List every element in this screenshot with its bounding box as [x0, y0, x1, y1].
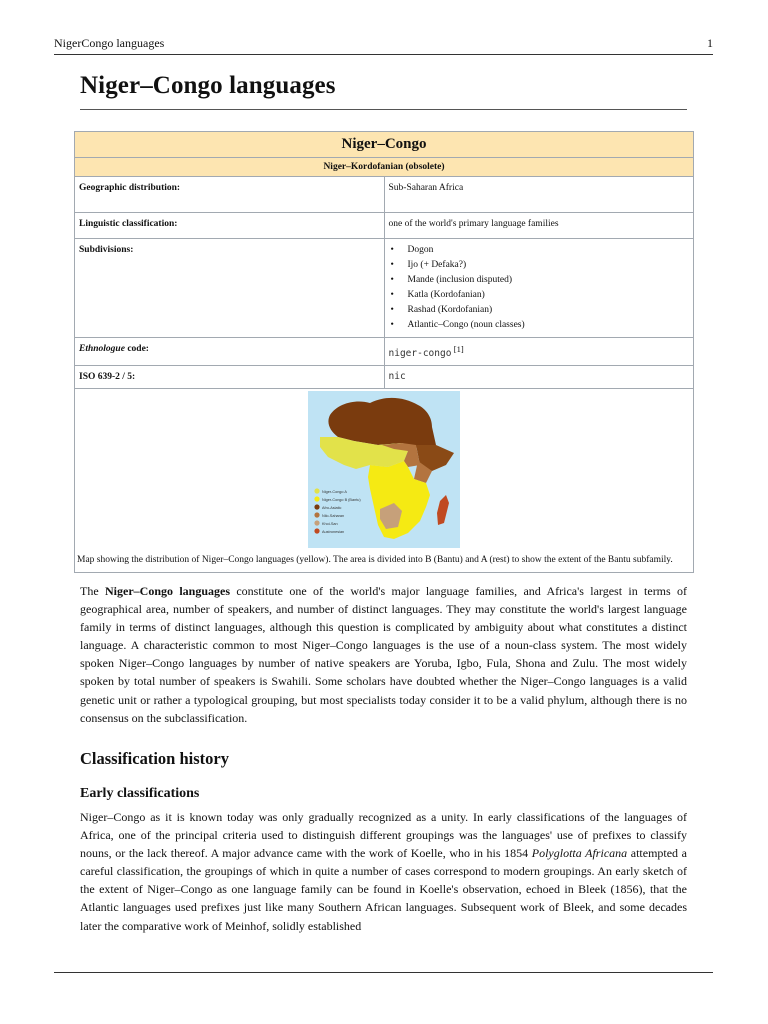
iso-label: ISO 639-2 / 5: — [75, 366, 385, 389]
legend-label: Niger-Congo A — [322, 489, 347, 494]
legend-swatch — [314, 529, 319, 534]
footer-rule — [54, 972, 713, 973]
running-header — [54, 36, 713, 51]
infobox — [74, 131, 694, 573]
geo-label: Geographic distribution: — [75, 177, 385, 213]
subsection-heading-early-classifications: Early classifications — [80, 786, 200, 801]
legend-label: Austronesian — [322, 529, 345, 534]
intro-bold-term: Niger–Congo languages — [105, 584, 231, 598]
legend-swatch — [314, 489, 319, 494]
africa-map-image — [308, 391, 460, 548]
page-title: Niger–Congo languages — [80, 72, 336, 99]
subdivision-item[interactable]: • Dogon — [389, 243, 690, 258]
ethno-ref[interactable]: [1] — [453, 344, 464, 354]
subdivision-item[interactable]: • Mande (inclusion disputed) — [389, 273, 690, 288]
subdiv-value — [384, 239, 694, 338]
running-title: NigerCongo languages — [54, 36, 165, 50]
ethno-label: Ethnologue code: — [75, 338, 385, 366]
subdivision-item[interactable]: • Katla (Kordofanian) — [389, 288, 690, 303]
legend-swatch — [314, 513, 319, 518]
map-caption: Map showing the distribution of Niger–Congo languages (yellow). The area is divided into B (Bantu) and A (rest) to show the extent of the Bantu subfamily. — [77, 555, 673, 566]
subdivision-item[interactable]: • Rashad (Kordofanian) — [389, 303, 690, 318]
subdiv-label: Subdivisions: — [75, 239, 385, 338]
polyglotta-africana-title: Polyglotta Africana — [531, 846, 628, 861]
ethno-code: niger-congo — [388, 348, 452, 360]
early-classifications-paragraph: Niger–Congo as it is known today was only gradually recognized as a unity. In early classifications of the languages of Africa, one of the principal criteria used to distinguish different groupings was the languages' use of prefixes to classify nouns, or the lack thereof. A major advance came with the work of Koelle, who in his 1854 Polyglotta Africana attempted a careful classification, the groupings of which in quite a number of cases correspond to modern groupings. An early sketch of the extent of Niger–Congo as one language family can be found in Koelle's observation, echoed in Bleek (1856), that the Atlantic languages used prefixes just like many Southern African languages. Subsequent work of Bleek, and some decades later the comparative work of Meinhof, solidly established — [80, 810, 687, 933]
legend-label: Afro-Asiatic — [322, 505, 342, 510]
infobox-subtitle: Niger–Kordofanian (obsolete) — [75, 158, 694, 177]
map-cell — [75, 389, 694, 573]
title-rule — [80, 109, 687, 110]
legend-label: Khoi-San — [322, 521, 338, 526]
subdivision-item[interactable]: • Atlantic–Congo (noun classes) — [389, 318, 690, 333]
legend-swatch — [314, 497, 319, 502]
subdivisions-list — [389, 243, 690, 333]
subdivision-item[interactable]: • Ijo (+ Defaka?) — [389, 258, 690, 273]
legend-swatch — [314, 521, 319, 526]
ling-value: one of the world's primary language families — [384, 213, 694, 239]
header-rule — [54, 54, 713, 55]
section-heading-classification-history: Classification history — [80, 749, 229, 768]
legend-swatch — [314, 505, 319, 510]
iso-value: nic — [384, 366, 694, 389]
ethno-value — [384, 338, 694, 366]
legend-label: Nilo-Saharan — [322, 513, 345, 518]
legend-label: Niger-Congo B (Bantu) — [322, 497, 361, 502]
geo-value: Sub-Saharan Africa — [384, 177, 694, 213]
infobox-title: Niger–Congo — [75, 132, 694, 158]
intro-paragraph: The Niger–Congo languages constitute one of the world's major language families, and Africa's largest in terms of geographical area, number of speakers, and number of distinct languages. They may constitute the world's largest language family in terms of distinct languages, although this question is complicated by ambiguity about what constitutes a distinct language. A characteristic common to most Niger–Congo languages is the use of a noun-class system. The most widely spoken Niger–Congo languages by number of native speakers are Yoruba, Igbo, Fula, Shona and Zulu. The most widely spoken by total number of speakers is Swahili. Some scholars have doubted whether the Niger–Congo languages is a valid genetic unit or rather a typological grouping, but most specialists today consider it to be a valid phylum, although there is no consensus on the subclassification. — [80, 584, 688, 725]
page-number: 1 — [707, 36, 713, 50]
ling-label: Linguistic classification: — [75, 213, 385, 239]
